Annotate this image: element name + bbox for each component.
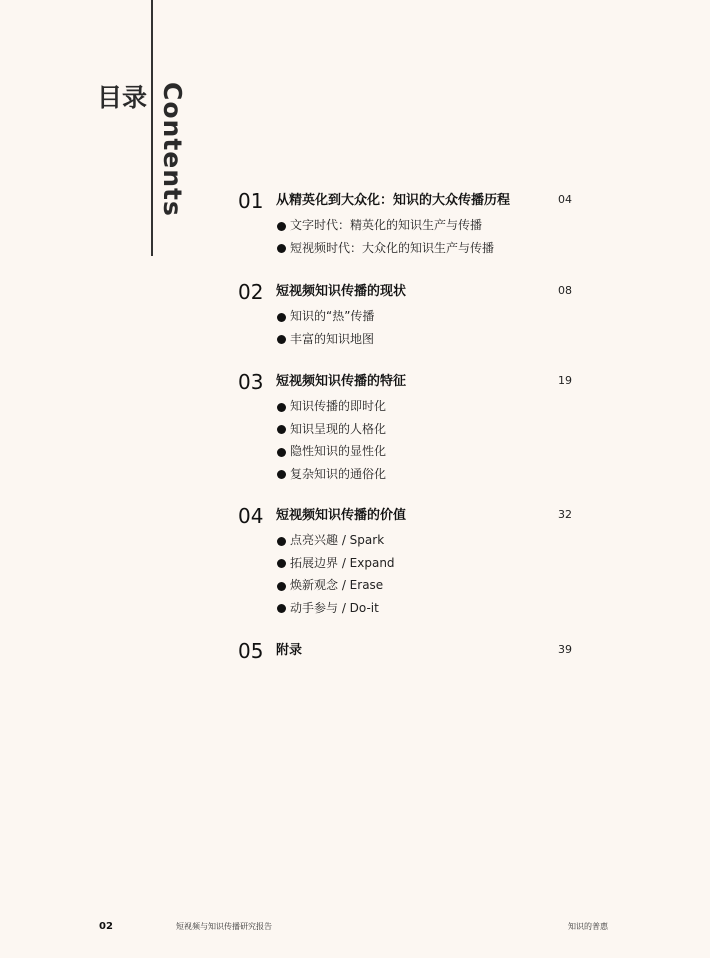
section-items	[238, 305, 578, 350]
section-number: 03	[238, 370, 264, 394]
bullet-icon	[277, 222, 286, 231]
section-items	[238, 214, 578, 259]
section-number: 02	[238, 280, 264, 304]
toc-item[interactable]	[238, 597, 578, 620]
bullet-icon	[277, 537, 286, 546]
toc-item[interactable]	[238, 418, 578, 441]
title-divider-line	[151, 0, 153, 256]
toc-item-label: 文字时代：精英化的知识生产与传播	[290, 218, 483, 232]
toc-section-02	[238, 279, 578, 350]
bullet-icon	[277, 403, 286, 412]
section-page-number: 19	[558, 374, 572, 387]
toc-item[interactable]	[238, 305, 578, 328]
toc-item-label: 隐性知识的显性化	[290, 444, 387, 459]
bullet-icon	[277, 335, 286, 344]
section-title[interactable]: 附录	[276, 643, 303, 658]
toc-item-label: 点亮兴趣 / Spark	[290, 533, 385, 547]
toc-item[interactable]	[238, 440, 578, 463]
section-page-number: 32	[558, 508, 572, 521]
toc-item[interactable]	[238, 214, 578, 237]
bullet-icon	[277, 425, 286, 434]
toc-item-label: 知识呈现的人格化	[290, 421, 387, 436]
section-page-number: 08	[558, 284, 572, 297]
section-page-number: 39	[558, 643, 572, 656]
toc-item-label: 知识传播的即时化	[290, 399, 387, 413]
toc-section-03	[238, 369, 578, 485]
toc-item-label: 动手参与 / Do-it	[290, 600, 379, 615]
bullet-icon	[277, 313, 286, 322]
bullet-icon	[277, 470, 286, 479]
section-number: 04	[238, 504, 264, 528]
toc-section-01	[238, 188, 578, 259]
toc-item-label: 短视频时代：大众化的知识生产与传播	[290, 240, 495, 255]
toc-item-label: 复杂知识的通俗化	[290, 466, 387, 481]
section-title[interactable]: 短视频知识传播的价值	[276, 508, 407, 523]
section-number: 05	[238, 639, 264, 663]
toc-item-label: 焕新观念 / Erase	[290, 578, 384, 593]
toc-item[interactable]	[238, 574, 578, 597]
footer-right-text: 知识的普惠	[568, 922, 608, 931]
toc-title-cn: 目录	[97, 83, 148, 112]
section-title[interactable]: 短视频知识传播的特征	[276, 374, 407, 389]
section-title[interactable]: 短视频知识传播的现状	[276, 284, 407, 299]
bullet-icon	[277, 448, 286, 457]
section-page-number: 04	[558, 193, 572, 206]
toc-item-label: 丰富的知识地图	[290, 331, 375, 346]
toc-item[interactable]	[238, 529, 578, 552]
toc-item[interactable]	[238, 237, 578, 260]
footer-report-title: 短视频与知识传播研究报告	[176, 922, 272, 931]
toc-item-label: 拓展边界 / Expand	[290, 555, 395, 570]
bullet-icon	[277, 559, 286, 568]
toc-item-label: 知识的“热”传播	[290, 309, 375, 323]
toc-section-04	[238, 503, 578, 619]
bullet-icon	[277, 244, 286, 253]
footer-page-number: 02	[99, 921, 113, 932]
toc-item[interactable]	[238, 463, 578, 486]
bullet-icon	[277, 604, 286, 613]
toc-title-en: Contents	[158, 82, 187, 217]
section-number: 01	[238, 189, 264, 213]
bullet-icon	[277, 582, 286, 591]
toc-section-05	[238, 638, 578, 664]
toc-item[interactable]	[238, 328, 578, 351]
section-title[interactable]: 从精英化到大众化：知识的大众传播历程	[276, 193, 511, 208]
toc-item[interactable]	[238, 395, 578, 418]
toc-item[interactable]	[238, 552, 578, 575]
section-items	[238, 395, 578, 485]
section-items	[238, 529, 578, 619]
